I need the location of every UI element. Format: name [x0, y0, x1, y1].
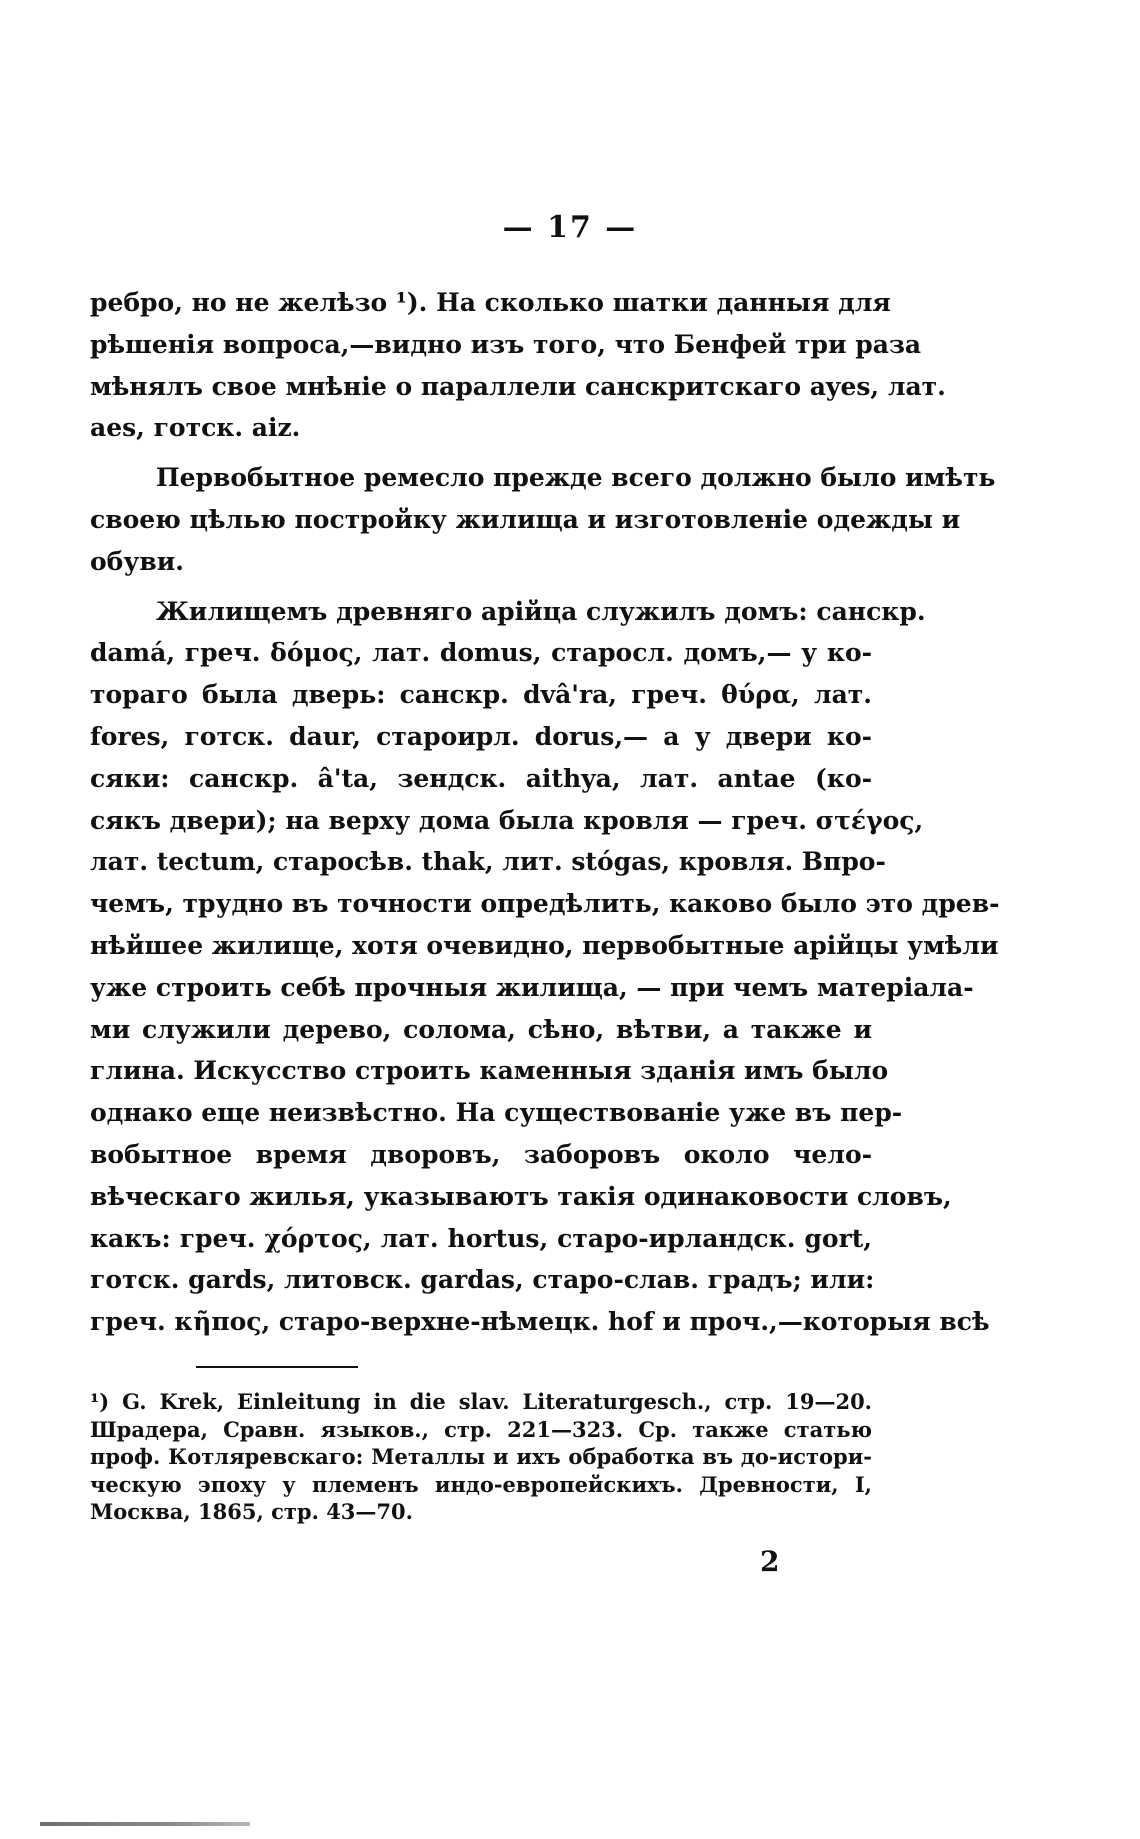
- text-line: Жилищемъ древняго арійца служилъ домъ: санскр.: [156, 596, 926, 626]
- text-line: рѣшенія вопроса,—видно изъ того, что Бенфей три раза: [90, 329, 922, 359]
- footnote-line: ¹) G. Krek, Einleitung in die slav. Literaturgesch., стр. 19—20.: [90, 1389, 872, 1414]
- text-line: однако еще неизвѣстно. На существованіе уже въ пер-: [90, 1098, 903, 1128]
- text-line: ми служили дерево, солома, сѣно, вѣтви, а также и: [90, 1014, 872, 1044]
- footnote-line: ческую эпоху у племенъ индо-европейскихъ. Древности, I,: [90, 1471, 872, 1497]
- text-line: сякъ двери); на верху дома была кровля — греч. στέγος,: [90, 805, 924, 835]
- text-line: своею цѣлью постройку жилища и изготовленіе одежды и: [90, 504, 961, 534]
- body-text: [90, 282, 1000, 1351]
- footnote: [90, 1388, 872, 1526]
- paragraph-3: [90, 591, 1000, 1343]
- signature-mark: 2: [760, 1545, 780, 1578]
- footnote-line: Москва, 1865, стр. 43—70.: [90, 1499, 413, 1525]
- text-line: готск. gards, литовск. gardas, старо-слав. градъ; или:: [90, 1265, 875, 1295]
- footnote-line: проф. Котляревскаго: Металлы и ихъ обработка въ до-истори-: [90, 1444, 872, 1470]
- text-line: уже строить себѣ прочныя жилища, — при чемъ матеріала-: [90, 972, 974, 1002]
- text-line: лат. tectum, старосѣв. thak, лит. stógas, кровля. Впро-: [90, 847, 886, 877]
- text-line: нѣйшее жилище, хотя очевидно, первобытные арійцы умѣли: [90, 930, 999, 960]
- text-line: тораго была дверь: санскр. dvâ'ra, греч. θύρα, лат.: [90, 680, 872, 710]
- text-line: глина. Искусство строить каменныя зданія имъ было: [90, 1056, 889, 1086]
- text-line: мѣнялъ свое мнѣніе о параллели санскритскаго ayes, лат.: [90, 371, 946, 401]
- scan-edge-mark: [40, 1822, 250, 1826]
- footnote-line: Шрадера, Сравн. языков., стр. 221—323. Ср. также статью: [90, 1416, 872, 1442]
- text-line: какъ: греч. χόρτος, лат. hortus, старо-ирландск. gort,: [90, 1223, 872, 1253]
- text-line: чемъ, трудно въ точности опредѣлить, каково было это древ-: [90, 889, 1000, 919]
- text-line: damá, греч. δόμος, лат. domus, старосл. домъ,— у ко-: [90, 638, 872, 668]
- text-line: вобытное время дворовъ, заборовъ около чело-: [90, 1139, 872, 1169]
- text-line: ребро, но не желѣзо ¹). На сколько шатки данныя для: [90, 288, 891, 317]
- page-number: — 17 —: [502, 210, 638, 245]
- text-line: aes, готск. aiz.: [90, 413, 301, 443]
- paragraph-2: [90, 457, 996, 582]
- text-line: fores, готск. daur, староирл. dorus,— а у двери ко-: [90, 721, 872, 751]
- text-line: сяки: санскр. â'ta, зендск. aithya, лат. antae (ко-: [90, 763, 872, 793]
- text-line: греч. κῆπος, старо-верхне-нѣмецк. hof и проч.,—которыя всѣ: [90, 1307, 990, 1337]
- text-line: обуви.: [90, 546, 184, 576]
- paragraph-1: [90, 282, 946, 449]
- footnote-divider: [196, 1366, 358, 1368]
- text-line: вѣческаго жилья, указываютъ такія одинаковости словъ,: [90, 1181, 952, 1211]
- text-line: Первобытное ремесло прежде всего должно было имѣть: [156, 463, 996, 493]
